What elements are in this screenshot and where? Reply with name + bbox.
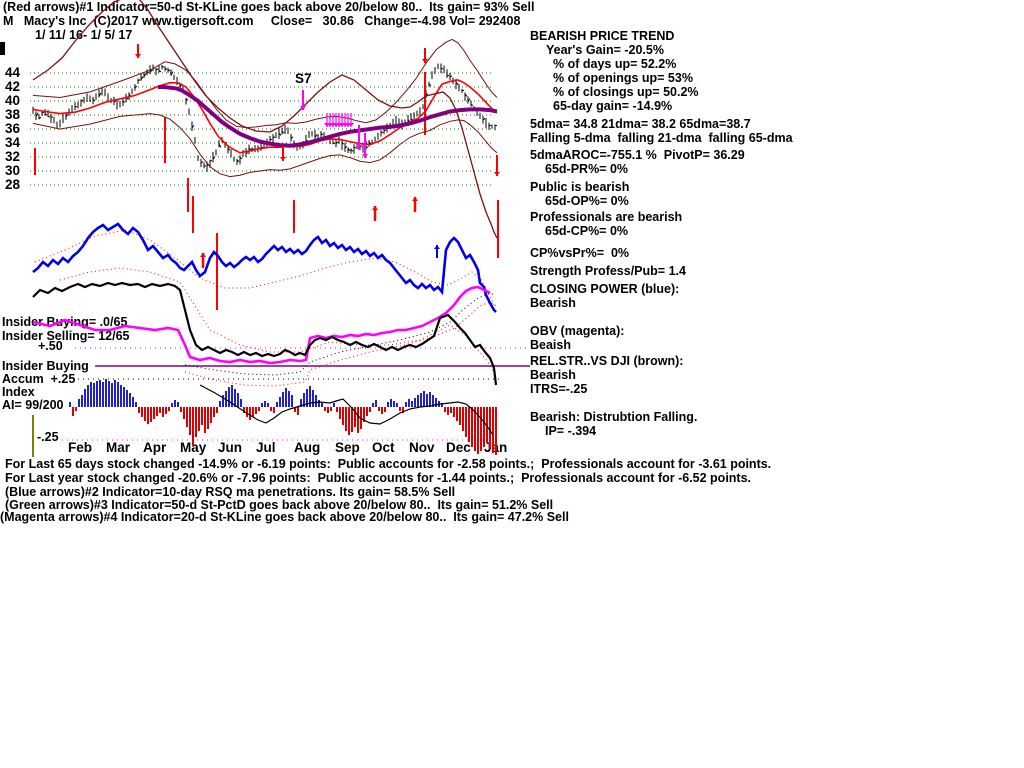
- down-arrow-icon: [330, 123, 336, 127]
- panel-line: BEARISH PRICE TREND: [530, 29, 675, 43]
- left-annotation: Insider Buying: [2, 359, 89, 373]
- close-tick: [348, 148, 350, 151]
- close-tick: [447, 75, 449, 76]
- close-tick: [33, 109, 35, 110]
- close-tick: [369, 142, 371, 145]
- lower-band-line: [33, 114, 497, 177]
- close-tick: [240, 157, 242, 159]
- closing-power-ma-dotted: [35, 230, 494, 305]
- panel-line: Falling 5-dma falling 21-dma falling 65-dma: [530, 131, 793, 145]
- up-arrow-icon: [412, 197, 418, 201]
- y-axis-label: 44: [5, 65, 21, 80]
- close-tick: [39, 117, 41, 118]
- ma65-line: [158, 87, 497, 146]
- close-tick: [474, 109, 476, 110]
- close-tick: [222, 141, 224, 142]
- month-label: Mar: [106, 440, 131, 455]
- left-annotation: Index: [2, 385, 35, 399]
- close-tick: [219, 144, 221, 147]
- close-tick: [258, 148, 260, 149]
- close-tick: [135, 86, 137, 87]
- left-annotation: Insider Buying= .0/65: [2, 315, 128, 329]
- close-tick: [165, 68, 167, 69]
- panel-line: Professionals are bearish: [530, 210, 683, 224]
- close-tick: [408, 119, 410, 122]
- close-tick: [237, 160, 239, 162]
- accum-index-ma: [200, 385, 493, 435]
- close-tick: [66, 114, 68, 116]
- close-tick: [360, 146, 362, 147]
- close-tick: [441, 68, 443, 69]
- close-tick: [279, 133, 281, 135]
- obv-ma-dotted: [185, 302, 496, 386]
- close-tick: [468, 99, 470, 102]
- panel-line: 5dma= 34.8 21dma= 38.2 65dma=38.7: [530, 117, 751, 131]
- panel-line: % of openings up= 53%: [553, 71, 693, 85]
- y-axis-label: 42: [5, 79, 21, 94]
- close-tick: [291, 137, 293, 139]
- y-axis-label: 30: [5, 163, 21, 178]
- close-tick: [345, 146, 347, 148]
- close-tick: [201, 162, 203, 163]
- closing-power-line: [33, 224, 496, 312]
- y-axis-label: 38: [5, 107, 21, 122]
- close-tick: [471, 105, 473, 106]
- close-tick: [180, 84, 182, 88]
- panel-line: CLOSING POWER (blue):: [530, 282, 680, 296]
- close-tick: [45, 114, 47, 115]
- panel-line: % of closings up= 50.2%: [553, 85, 699, 99]
- footer-line: (Green arrows)#3 Indicator=50-d St-PctD goes back above 20/below 80.. Its gain= 51.2% Sell: [5, 498, 554, 512]
- close-tick: [321, 134, 323, 135]
- panel-line: REL.STR..VS DJI (brown):: [530, 354, 684, 368]
- up-arrow-icon: [200, 253, 206, 257]
- panel-line: % of days up= 52.2%: [553, 57, 677, 71]
- up-arrow-icon: [372, 206, 378, 210]
- left-edge-mark: [0, 42, 5, 55]
- close-tick: [162, 66, 164, 67]
- close-tick: [282, 131, 284, 133]
- footer-line: For Last 65 days stock changed -14.9% or -6.19 points: Public accounts for -2.58 points.; Professionals account for -3.61 points.: [5, 457, 772, 471]
- close-tick: [489, 125, 491, 126]
- down-arrow-icon: [348, 123, 354, 127]
- close-tick: [252, 149, 254, 150]
- month-label: Feb: [68, 440, 93, 455]
- panel-line: 65d-OP%= 0%: [545, 194, 629, 208]
- left-annotation: +.50: [38, 339, 63, 353]
- close-tick: [336, 142, 338, 144]
- panel-line: OBV (magenta):: [530, 324, 625, 338]
- close-tick: [81, 100, 83, 101]
- panel-line: Bearish: Distrubtion Falling.: [530, 410, 698, 424]
- down-arrow-icon: [356, 146, 362, 150]
- close-tick: [150, 70, 152, 72]
- close-tick: [483, 118, 485, 120]
- close-tick: [48, 116, 50, 117]
- down-arrow-icon: [345, 123, 351, 127]
- y-axis-label: 28: [5, 177, 21, 192]
- down-arrow-icon: [135, 54, 141, 58]
- month-label: Jul: [256, 440, 276, 455]
- close-tick: [138, 80, 140, 81]
- down-arrow-icon: [342, 123, 348, 127]
- close-tick: [144, 74, 146, 77]
- panel-line: Strength Profess/Pub= 1.4: [530, 264, 686, 278]
- close-tick: [123, 101, 125, 102]
- down-arrow-icon: [300, 106, 306, 110]
- month-label: Jan: [484, 440, 508, 455]
- month-label: May: [180, 440, 207, 455]
- panel-line: Public is bearish: [530, 180, 630, 194]
- panel-line: Beaish: [530, 338, 571, 352]
- y-axis-label: 32: [5, 149, 21, 164]
- close-tick: [153, 68, 155, 69]
- close-tick: [315, 135, 317, 137]
- close-tick: [114, 101, 116, 102]
- obv-black-dotted: [185, 294, 495, 375]
- down-arrow-icon: [422, 59, 428, 63]
- date-range: 1/ 11/ 16- 1/ 5/ 17: [35, 28, 133, 42]
- left-annotation: Insider Selling= 12/65: [2, 329, 130, 343]
- upper-band-line: [33, 39, 497, 127]
- close-tick: [342, 143, 344, 144]
- close-tick: [192, 125, 194, 128]
- close-tick: [159, 71, 161, 72]
- close-tick: [171, 72, 173, 76]
- close-tick: [168, 70, 170, 71]
- close-tick: [246, 153, 248, 154]
- month-label: Aug: [294, 440, 321, 455]
- panel-line: 5dmaAROC=-755.1 % PivotP= 36.29: [530, 148, 745, 162]
- y-axis-label: 34: [5, 135, 21, 150]
- month-label: Oct: [372, 440, 395, 455]
- panel-line: IP= -.394: [545, 424, 597, 438]
- month-label: Dec: [446, 440, 471, 455]
- ma21-line: [33, 80, 497, 153]
- left-annotation: -.25: [37, 430, 59, 444]
- close-tick: [69, 112, 71, 113]
- panel-line: 65d-CP%= 0%: [545, 224, 629, 238]
- footer-line: For Last year stock changed -20.6% or -7.96 points: Public accounts for -1.44 points.; Professionals account for -6.52 points.: [5, 471, 752, 485]
- close-tick: [207, 165, 209, 166]
- left-annotation: AI= 99/200: [2, 398, 64, 412]
- close-tick: [273, 137, 275, 138]
- panel-line: CP%vsPr%= 0%: [530, 246, 630, 260]
- close-tick: [426, 94, 428, 95]
- down-arrow-icon: [327, 123, 333, 127]
- close-tick: [75, 107, 77, 108]
- close-tick: [186, 99, 188, 100]
- close-tick: [351, 150, 353, 151]
- month-label: Apr: [143, 440, 167, 455]
- s7-annotation: S7: [295, 71, 312, 86]
- close-tick: [465, 94, 467, 96]
- y-axis-label: 36: [5, 121, 21, 136]
- indicator1-header: (Red arrows)#1 Indicator=50-d St-KLine goes back above 20/below 80.. Its gain= 93% Sell: [3, 0, 535, 14]
- down-arrow-icon: [324, 123, 330, 127]
- close-tick: [129, 94, 131, 97]
- close-tick: [411, 119, 413, 120]
- title-bar: M Macy's Inc (C)2017 www.tigersoft.com Close= 30.86 Change=-4.98 Vol= 292408: [3, 14, 521, 28]
- panel-line: Bearish: [530, 296, 576, 310]
- close-tick: [126, 97, 128, 99]
- panel-line: ITRS=-.25: [530, 382, 588, 396]
- down-arrow-icon: [362, 154, 368, 158]
- close-tick: [456, 82, 458, 84]
- down-arrow-icon: [336, 123, 342, 127]
- left-annotation: Accum +.25: [2, 372, 76, 386]
- month-label: Jun: [218, 440, 243, 455]
- panel-line: 65d-PR%= 0%: [545, 162, 629, 176]
- close-tick: [36, 113, 38, 117]
- close-tick: [99, 93, 101, 96]
- close-tick: [366, 147, 368, 148]
- footer-line: (Blue arrows)#2 Indicator=10-day RSQ ma penetrations. Its gain= 58.5% Sell: [5, 485, 456, 499]
- close-tick: [225, 143, 227, 144]
- month-label: Sep: [335, 440, 360, 455]
- close-tick: [450, 76, 452, 77]
- close-tick: [249, 148, 251, 150]
- close-tick: [354, 147, 356, 148]
- down-arrow-icon: [494, 172, 500, 176]
- close-tick: [429, 84, 431, 85]
- down-arrow-icon: [280, 157, 286, 161]
- close-tick: [228, 149, 230, 151]
- close-tick: [306, 140, 308, 141]
- footer-line: (Magenta arrows)#4 Indicator=20-d St-KLine goes back above 20/below 80.. Its gain= 47.2% Sell: [0, 510, 569, 524]
- month-label: Nov: [409, 440, 435, 455]
- up-arrow-icon: [434, 245, 440, 249]
- close-tick: [156, 69, 158, 71]
- panel-line: Year's Gain= -20.5%: [546, 43, 664, 57]
- down-arrow-icon: [333, 123, 339, 127]
- close-tick: [141, 77, 143, 80]
- panel-line: 65-day gain= -14.9%: [553, 99, 673, 113]
- y-axis-label: 40: [5, 93, 21, 108]
- close-tick: [213, 156, 215, 159]
- panel-line: Bearish: [530, 368, 576, 382]
- down-arrow-icon: [339, 123, 345, 127]
- close-tick: [333, 143, 335, 144]
